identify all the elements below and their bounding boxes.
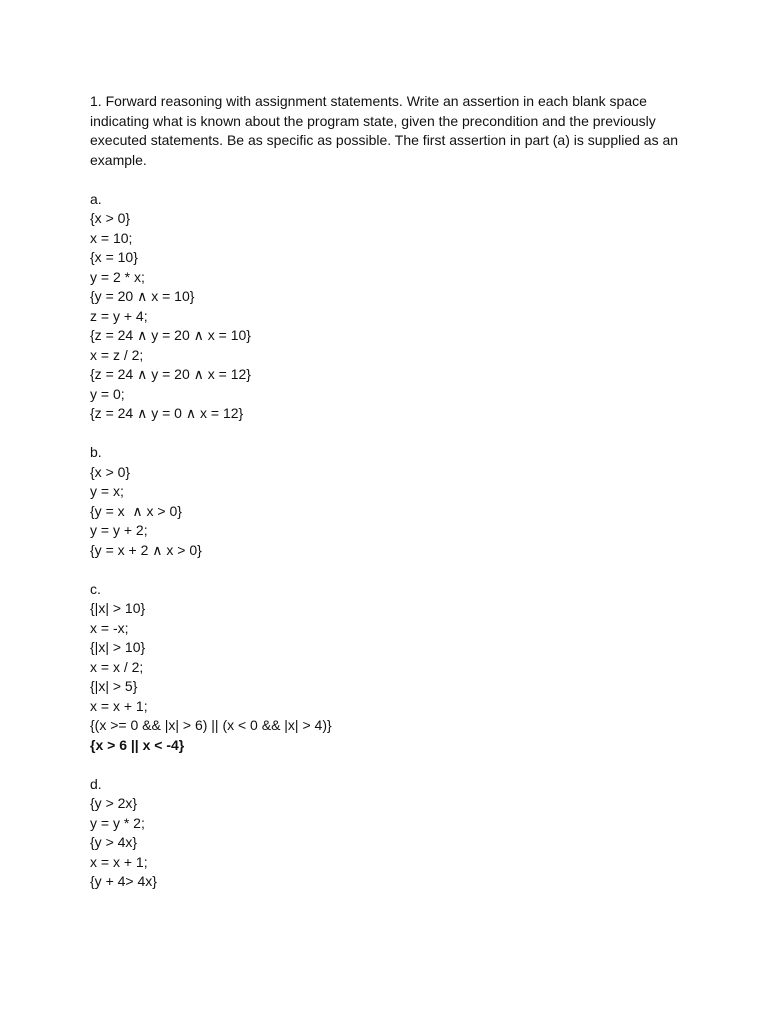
part-b — [90, 443, 690, 560]
code-line: y = 2 * x; — [90, 268, 145, 285]
code-line: x = x + 1; — [90, 853, 148, 870]
code-line: {z = 24 ∧ y = 20 ∧ x = 10} — [90, 327, 251, 343]
code-line: {y = 20 ∧ x = 10} — [90, 288, 195, 304]
code-line: {z = 24 ∧ y = 0 ∧ x = 12} — [90, 405, 244, 421]
code-line: x = x / 2; — [90, 658, 144, 675]
code-line: y = x; — [90, 483, 124, 499]
part-c — [90, 580, 690, 756]
code-line: y = y + 2; — [90, 522, 148, 538]
code-line: {y = x + 2 ∧ x > 0} — [90, 541, 202, 558]
code-line: y = 0; — [90, 385, 125, 402]
code-line: x = 10; — [90, 229, 133, 246]
code-line: {x = 10} — [90, 249, 138, 265]
code-line: {x > 0} — [90, 463, 131, 480]
code-line: y = y * 2; — [90, 814, 145, 831]
code-line: x = x + 1; — [90, 697, 148, 714]
code-line: {z = 24 ∧ y = 20 ∧ x = 12} — [90, 366, 251, 382]
part-a — [90, 190, 690, 424]
code-line: {|x| > 5} — [90, 678, 138, 694]
part-label: d. — [90, 775, 102, 792]
code-line: z = y + 4; — [90, 307, 148, 324]
code-line: {y > 2x} — [90, 795, 138, 811]
document-content — [90, 92, 690, 892]
code-line: {x > 0} — [90, 210, 131, 226]
code-line: {y > 4x} — [90, 834, 138, 850]
part-label: a. — [90, 190, 102, 207]
part-label: b. — [90, 444, 102, 460]
code-line-bold: {x > 6 || x < -4} — [90, 736, 185, 753]
code-line: {|x| > 10} — [90, 639, 146, 655]
code-line: {|x| > 10} — [90, 600, 146, 616]
code-line: {(x >= 0 && |x| > 6) || (x < 0 && |x| > 4)} — [90, 717, 332, 733]
code-line: {y = x ∧ x > 0} — [90, 502, 182, 519]
part-d — [90, 775, 690, 892]
code-line: {y + 4> 4x} — [90, 873, 157, 889]
part-label: c. — [90, 580, 101, 597]
code-line: x = z / 2; — [90, 346, 144, 363]
code-line: x = -x; — [90, 619, 129, 636]
intro-paragraph: 1. Forward reasoning with assignment statements. Write an assertion in each blank space indicating what is known about the program state, given the precondition and the previously executed statements. Be as specific as possible. The first assertion in part (a) is supplied as an example. — [90, 93, 679, 168]
